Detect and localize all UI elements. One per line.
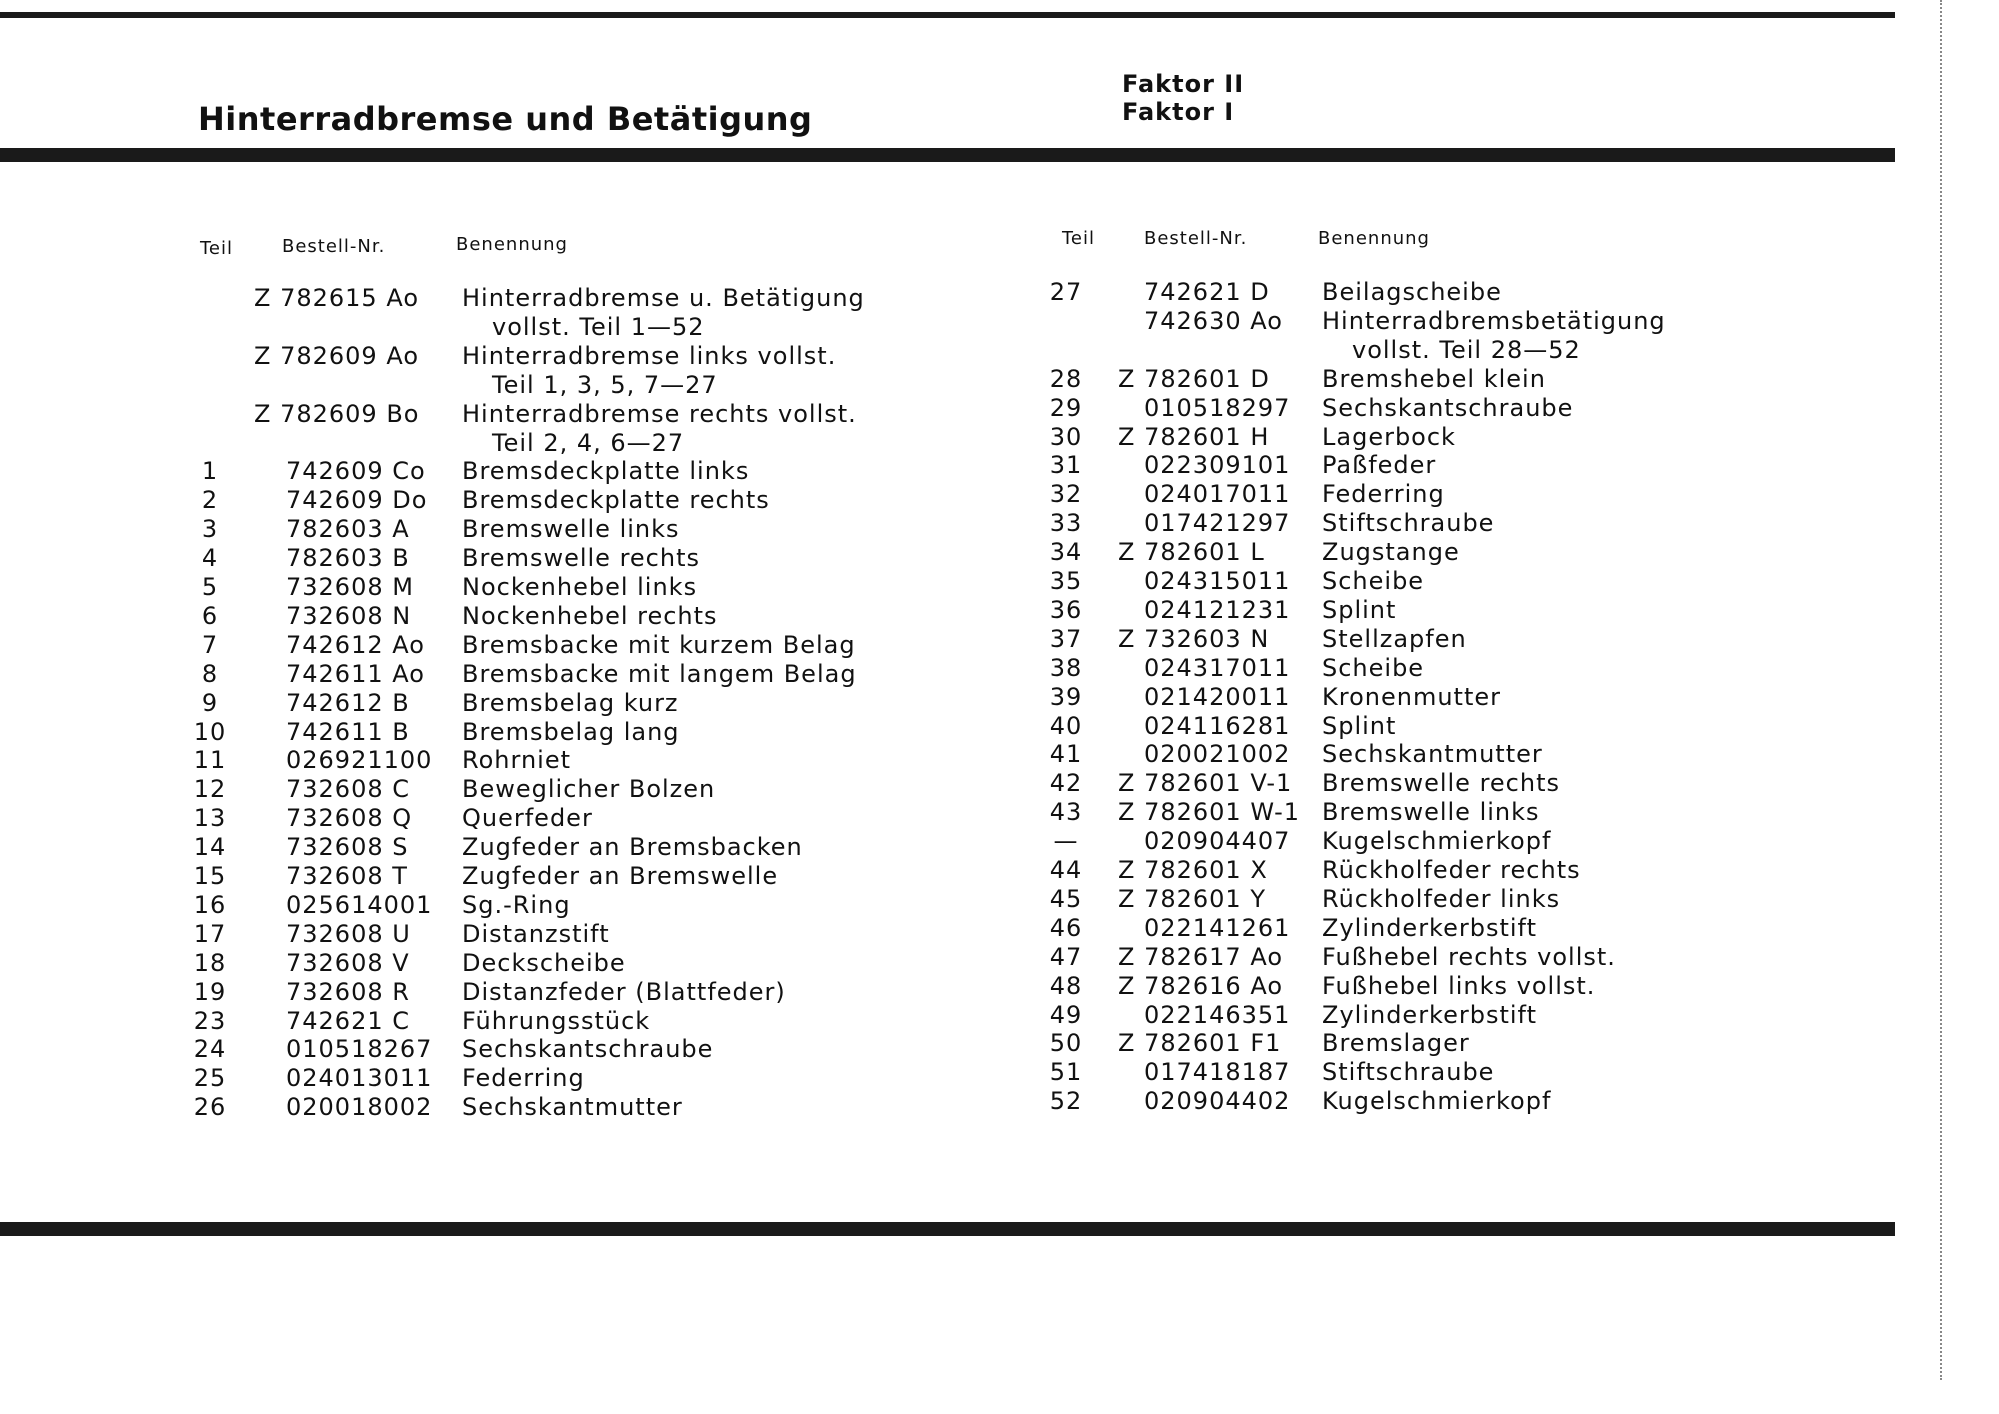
table-row <box>1046 740 1786 768</box>
table-row-continuation <box>190 429 930 457</box>
page-margin <box>1945 0 1999 1414</box>
part-name: Rückholfeder rechts <box>1322 856 1581 884</box>
part-number-teil: 32 <box>1049 480 1083 509</box>
table-row <box>1046 394 1786 422</box>
part-number-teil: 45 <box>1049 884 1083 913</box>
part-name: Zylinderkerbstift <box>1322 913 1537 942</box>
order-number: 024121231 <box>1144 595 1291 624</box>
table-row <box>190 891 930 919</box>
part-name: Sechskantmutter <box>1322 740 1543 769</box>
part-number-teil: 29 <box>1049 393 1083 422</box>
part-number-teil: 42 <box>1049 769 1083 798</box>
order-number: Z 782609 Ao <box>254 341 419 370</box>
part-name-continuation: Teil 2, 4, 6—27 <box>492 428 685 457</box>
table-row <box>190 746 930 774</box>
order-number: Z 782601 V-1 <box>1118 769 1293 798</box>
part-name: Querfeder <box>462 804 593 833</box>
table-row <box>190 486 930 514</box>
left-header-benennung: Benennung <box>456 234 568 255</box>
part-number-teil: 51 <box>1049 1058 1083 1087</box>
part-name: Sechskantschraube <box>462 1035 714 1064</box>
table-row-continuation <box>190 371 930 399</box>
order-number: 010518297 <box>1144 393 1291 422</box>
part-number-teil: 15 <box>193 862 227 890</box>
part-number-teil: 9 <box>201 688 219 717</box>
table-row <box>1046 567 1786 595</box>
part-name: Scheibe <box>1322 653 1425 682</box>
part-number-teil: 52 <box>1049 1087 1083 1116</box>
part-name: Sg.-Ring <box>462 890 571 919</box>
part-number-teil: 5 <box>201 573 219 601</box>
order-number: 732608 T <box>286 862 408 890</box>
order-number: 732608 Q <box>286 804 413 833</box>
table-row <box>190 660 930 688</box>
table-row <box>1046 625 1786 653</box>
part-name: Kronenmutter <box>1322 682 1501 711</box>
order-number: 742609 Do <box>286 486 428 515</box>
table-row <box>1046 914 1786 942</box>
part-name: Deckscheibe <box>462 948 626 977</box>
order-number: 732608 N <box>286 601 412 630</box>
factor-label-1: Faktor I <box>1122 98 1235 126</box>
part-number-teil: 35 <box>1049 567 1083 595</box>
table-row <box>190 1007 930 1035</box>
part-number-teil: 28 <box>1049 364 1083 393</box>
part-name: Rückholfeder links <box>1322 884 1561 913</box>
table-row <box>1046 278 1786 306</box>
table-row <box>1046 423 1786 451</box>
part-name: Sechskantschraube <box>1322 393 1574 422</box>
table-row <box>1046 1001 1786 1029</box>
part-name: Beweglicher Bolzen <box>462 775 716 804</box>
table-row <box>190 602 930 630</box>
table-row <box>1046 943 1786 971</box>
order-number: 020904407 <box>1144 827 1291 856</box>
part-number-teil: 39 <box>1049 682 1083 711</box>
right-header-bestell: Bestell-Nr. <box>1144 228 1248 249</box>
table-row <box>190 689 930 717</box>
part-name: Distanzfeder (Blattfeder) <box>462 977 786 1006</box>
part-number-teil: 26 <box>193 1093 227 1122</box>
part-number-teil: 7 <box>201 630 219 659</box>
order-number: 742611 B <box>286 717 410 746</box>
part-number-teil: 23 <box>193 1006 227 1035</box>
part-name: Zylinderkerbstift <box>1322 1000 1537 1029</box>
part-name: Rohrniet <box>462 746 571 775</box>
table-row <box>190 833 930 861</box>
left-parts-table <box>190 284 910 1134</box>
part-number-teil: 13 <box>193 804 227 833</box>
order-number: 017418187 <box>1144 1058 1291 1087</box>
table-row <box>190 1093 930 1121</box>
order-number: 017421297 <box>1144 509 1291 538</box>
order-number: 732608 R <box>286 977 410 1006</box>
part-number-teil: 12 <box>193 775 227 804</box>
table-row-continuation <box>190 313 930 341</box>
part-name: Bremsdeckplatte links <box>462 457 750 486</box>
table-row <box>190 515 930 543</box>
part-number-teil: 25 <box>193 1064 227 1093</box>
part-name: Hinterradbremse u. Betätigung <box>462 284 865 312</box>
part-name-continuation: Teil 1, 3, 5, 7—27 <box>492 370 718 399</box>
part-number-teil: 2 <box>201 486 219 515</box>
top-rule <box>0 12 1895 18</box>
table-row <box>1046 972 1786 1000</box>
part-name: Hinterradbremsbetätigung <box>1322 306 1666 335</box>
part-name: Nockenhebel links <box>462 573 698 601</box>
table-row <box>1046 1087 1786 1115</box>
part-number-teil: 17 <box>193 919 227 948</box>
part-number-teil: 10 <box>193 717 227 746</box>
part-name: Bremshebel klein <box>1322 364 1546 393</box>
table-row <box>1046 798 1786 826</box>
part-name: Hinterradbremse links vollst. <box>462 341 837 370</box>
part-name: Stellzapfen <box>1322 624 1467 653</box>
part-name: Kugelschmierkopf <box>1322 827 1552 856</box>
part-number-teil: 50 <box>1049 1029 1083 1058</box>
part-number-teil: 33 <box>1049 509 1083 538</box>
order-number: 742621 D <box>1144 278 1270 306</box>
table-row <box>1046 712 1786 740</box>
order-number: 742612 Ao <box>286 630 425 659</box>
part-number-teil: — <box>1053 827 1079 856</box>
order-number: Z 782617 Ao <box>1118 942 1283 971</box>
order-number: 024116281 <box>1144 711 1291 740</box>
table-row <box>190 920 930 948</box>
order-number: 742612 B <box>286 688 410 717</box>
order-number: 782603 A <box>286 515 410 544</box>
table-row <box>190 400 930 428</box>
table-row <box>1046 509 1786 537</box>
order-number: 010518267 <box>286 1035 433 1064</box>
order-number: 025614001 <box>286 890 433 919</box>
part-number-teil: 41 <box>1049 740 1083 769</box>
part-name: Paßfeder <box>1322 451 1437 480</box>
table-row <box>190 775 930 803</box>
right-parts-table <box>1046 278 1766 1128</box>
order-number: 020021002 <box>1144 740 1291 769</box>
part-number-teil: 16 <box>193 890 227 919</box>
part-name: Bremswelle links <box>462 515 680 544</box>
left-header-bestell: Bestell-Nr. <box>282 236 386 257</box>
part-name: Beilagscheibe <box>1322 278 1502 306</box>
order-number: 742630 Ao <box>1144 306 1283 335</box>
part-number-teil: 44 <box>1049 856 1083 884</box>
table-row <box>1046 885 1786 913</box>
part-number-teil: 6 <box>201 601 219 630</box>
table-row <box>1046 1058 1786 1086</box>
part-name: Federring <box>1322 480 1445 509</box>
factor-label-2: Faktor II <box>1122 70 1245 98</box>
part-name: Fußhebel links vollst. <box>1322 971 1596 1000</box>
order-number: 782603 B <box>286 544 410 573</box>
header-rule <box>0 148 1895 162</box>
part-name: Sechskantmutter <box>462 1093 683 1122</box>
order-number: 024317011 <box>1144 653 1291 682</box>
part-name: Lagerbock <box>1322 422 1456 451</box>
table-row <box>1046 480 1786 508</box>
part-name: Bremslager <box>1322 1029 1470 1058</box>
part-name: Stiftschraube <box>1322 509 1495 538</box>
part-name: Bremsbelag lang <box>462 717 680 746</box>
order-number: 742621 C <box>286 1006 411 1035</box>
order-number: 026921100 <box>286 746 433 775</box>
part-number-teil: 19 <box>193 977 227 1006</box>
order-number: Z 782601 H <box>1118 422 1270 451</box>
part-number-teil: 48 <box>1049 971 1083 1000</box>
order-number: 022141261 <box>1144 913 1291 942</box>
order-number: 024315011 <box>1144 567 1291 595</box>
order-number: 020018002 <box>286 1093 433 1122</box>
order-number: Z 782616 Ao <box>1118 971 1283 1000</box>
part-number-teil: 47 <box>1049 942 1083 971</box>
part-number-teil: 49 <box>1049 1000 1083 1029</box>
part-name: Führungsstück <box>462 1006 651 1035</box>
order-number: Z 782601 L <box>1118 538 1265 567</box>
part-number-teil: 37 <box>1049 624 1083 653</box>
part-name: Bremsbelag kurz <box>462 688 679 717</box>
order-number: Z 782601 F1 <box>1118 1029 1282 1058</box>
left-header-teil: Teil <box>200 238 234 259</box>
part-number-teil: 40 <box>1049 711 1083 740</box>
part-name: Zugfeder an Bremswelle <box>462 862 779 890</box>
table-row <box>190 342 930 370</box>
order-number: Z 782601 X <box>1118 856 1268 884</box>
table-row <box>1046 307 1786 335</box>
order-number: 732608 U <box>286 919 411 948</box>
part-name: Zugstange <box>1322 538 1460 567</box>
part-name: Stiftschraube <box>1322 1058 1495 1087</box>
part-name: Fußhebel rechts vollst. <box>1322 942 1616 971</box>
part-number-teil: 3 <box>201 515 219 544</box>
part-number-teil: 30 <box>1049 422 1083 451</box>
part-number-teil: 8 <box>201 659 219 688</box>
order-number: 742609 Co <box>286 457 426 486</box>
table-row <box>190 862 930 890</box>
footer-rule <box>0 1222 1895 1236</box>
order-number: Z 782615 Ao <box>254 284 419 312</box>
table-row <box>190 631 930 659</box>
part-name: Kugelschmierkopf <box>1322 1087 1552 1116</box>
part-number-teil: 18 <box>193 948 227 977</box>
table-row <box>1046 769 1786 797</box>
part-name-continuation: vollst. Teil 28—52 <box>1352 335 1581 364</box>
order-number: 024017011 <box>1144 480 1291 509</box>
right-header-teil: Teil <box>1062 228 1096 249</box>
part-name: Zugfeder an Bremsbacken <box>462 833 803 862</box>
part-name: Bremswelle rechts <box>462 544 701 573</box>
order-number: 020904402 <box>1144 1087 1291 1116</box>
part-number-teil: 14 <box>193 833 227 862</box>
table-row <box>190 804 930 832</box>
part-number-teil: 1 <box>201 457 219 486</box>
order-number: Z 782601 W-1 <box>1118 798 1301 827</box>
order-number: Z 782601 D <box>1118 364 1270 393</box>
table-row <box>190 573 930 601</box>
order-number: 732608 S <box>286 833 409 862</box>
order-number: 732608 C <box>286 775 411 804</box>
table-row <box>1046 596 1786 624</box>
table-row <box>1046 538 1786 566</box>
order-number: 732608 M <box>286 573 414 601</box>
table-row <box>1046 1029 1786 1057</box>
order-number: 022146351 <box>1144 1000 1291 1029</box>
order-number: Z 782601 Y <box>1118 884 1266 913</box>
table-row <box>190 1064 930 1092</box>
table-row-continuation <box>1046 336 1786 364</box>
part-name: Distanzstift <box>462 919 610 948</box>
part-name: Splint <box>1322 595 1397 624</box>
part-name: Nockenhebel rechts <box>462 601 718 630</box>
part-name: Bremsbacke mit kurzem Belag <box>462 630 856 659</box>
order-number: 732608 V <box>286 948 410 977</box>
table-row <box>1046 365 1786 393</box>
order-number: 022309101 <box>1144 451 1291 480</box>
part-name: Bremsdeckplatte rechts <box>462 486 770 515</box>
table-row <box>1046 683 1786 711</box>
part-name: Scheibe <box>1322 567 1425 595</box>
table-row <box>190 978 930 1006</box>
part-number-teil: 27 <box>1049 278 1083 306</box>
part-name: Bremsbacke mit langem Belag <box>462 659 857 688</box>
part-number-teil: 4 <box>201 544 219 573</box>
part-name-continuation: vollst. Teil 1—52 <box>492 312 705 341</box>
table-row <box>1046 827 1786 855</box>
part-number-teil: 36 <box>1049 595 1083 624</box>
order-number: 021420011 <box>1144 682 1291 711</box>
table-row <box>1046 654 1786 682</box>
part-name: Bremswelle links <box>1322 798 1540 827</box>
part-number-teil: 24 <box>193 1035 227 1064</box>
part-name: Bremswelle rechts <box>1322 769 1561 798</box>
order-number: Z 782609 Bo <box>254 399 420 428</box>
right-header-benennung: Benennung <box>1318 228 1430 249</box>
page-edge <box>1900 0 1942 1380</box>
table-row <box>190 544 930 572</box>
table-row <box>190 284 930 312</box>
order-number: 742611 Ao <box>286 659 425 688</box>
table-row <box>1046 856 1786 884</box>
part-name: Federring <box>462 1064 585 1093</box>
table-row <box>190 1035 930 1063</box>
part-number-teil: 11 <box>193 746 227 775</box>
table-row <box>190 457 930 485</box>
part-number-teil: 38 <box>1049 653 1083 682</box>
part-name: Hinterradbremse rechts vollst. <box>462 399 857 428</box>
order-number: Z 732603 N <box>1118 624 1270 653</box>
part-number-teil: 34 <box>1049 538 1083 567</box>
part-number-teil: 43 <box>1049 798 1083 827</box>
order-number: 024013011 <box>286 1064 433 1093</box>
part-number-teil: 46 <box>1049 913 1083 942</box>
part-name: Splint <box>1322 711 1397 740</box>
table-row <box>190 718 930 746</box>
page-title: Hinterradbremse und Betätigung <box>198 100 813 138</box>
table-row <box>1046 451 1786 479</box>
part-number-teil: 31 <box>1049 451 1083 480</box>
table-row <box>190 949 930 977</box>
